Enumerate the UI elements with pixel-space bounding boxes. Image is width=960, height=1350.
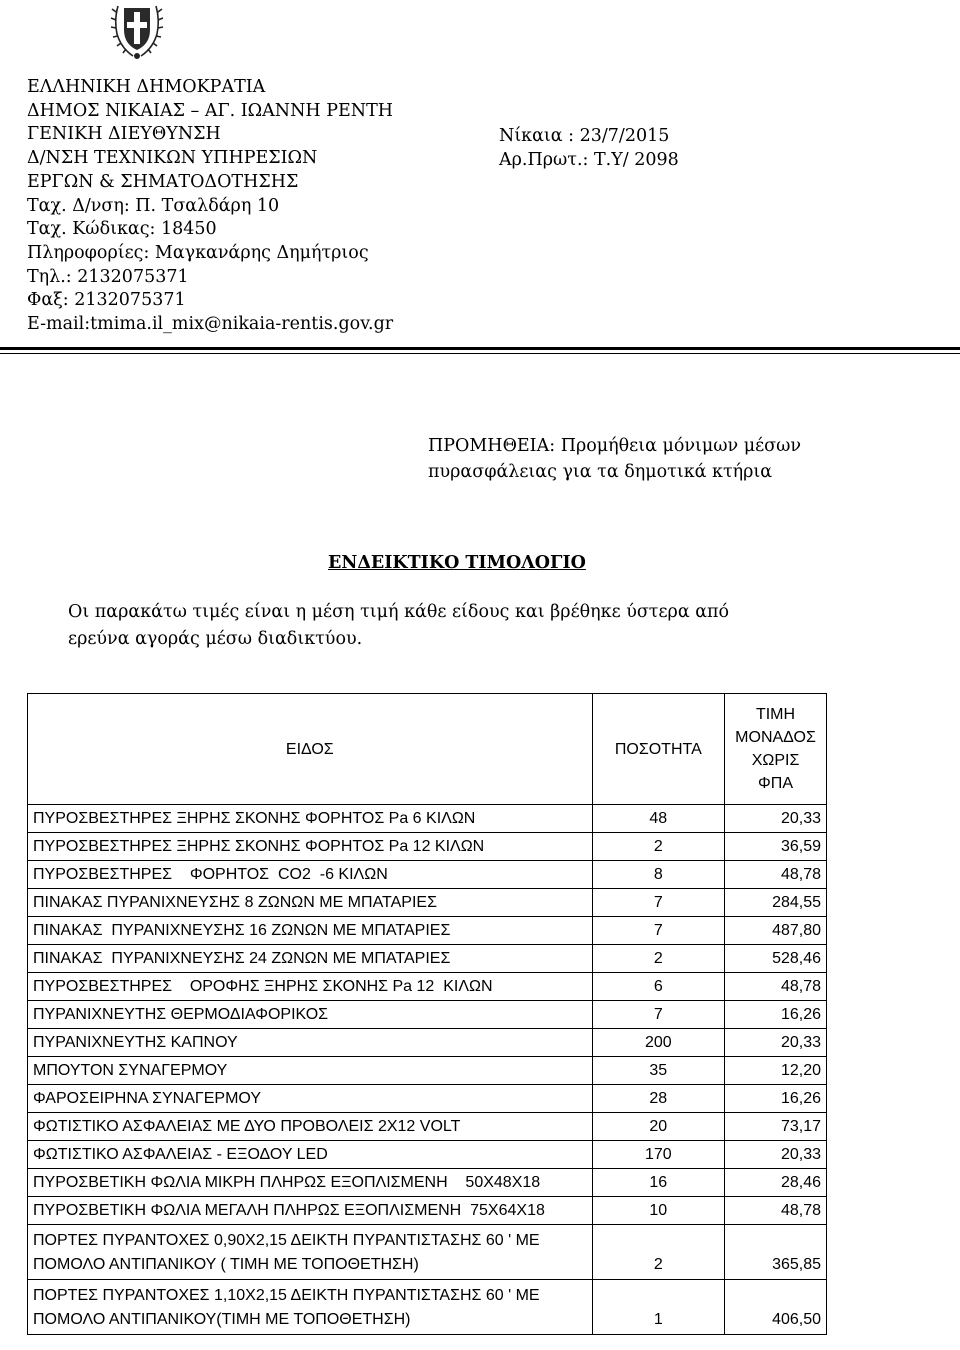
item-description: ΠΥΡΟΣΒΕΤΙΚΗ ΦΩΛΙΑ ΜΕΓΑΛΗ ΠΛΗΡΩΣ ΕΞΟΠΛΙΣΜΕΝΗ 75Χ64Χ18 xyxy=(28,1197,593,1225)
item-description: ΠΥΡΟΣΒΕΤΙΚΗ ΦΩΛΙΑ ΜΙΚΡΗ ΠΛΗΡΩΣ ΕΞΟΠΛΙΣΜΕΝΗ 50Χ48Χ18 xyxy=(28,1169,593,1197)
issuer-email: E-mail:tmima.il_mix@nikaia-rentis.gov.gr xyxy=(27,314,394,335)
document-meta xyxy=(499,124,679,172)
item-unit-price: 20,33 xyxy=(725,1141,827,1169)
item-quantity: 16 xyxy=(592,1169,724,1197)
item-description: ΠΥΡΟΣΒΕΣΤΗΡΕΣ ΦΟΡΗΤΟΣ CO2 -6 ΚΙΛΩΝ xyxy=(28,861,593,889)
item-description: ΠΙΝΑΚΑΣ ΠΥΡΑΝΙΧΝΕΥΣΗΣ 16 ΖΩΝΩΝ ΜΕ ΜΠΑΤΑΡΙΕΣ xyxy=(28,917,593,945)
item-unit-price: 48,78 xyxy=(725,1197,827,1225)
item-unit-price: 284,55 xyxy=(725,889,827,917)
header-unit-price-line: ΦΠΑ xyxy=(758,775,794,792)
header-divider xyxy=(0,347,960,350)
table-row xyxy=(28,833,827,861)
price-table-header xyxy=(28,694,827,805)
table-row xyxy=(28,805,827,833)
table-row xyxy=(28,917,827,945)
item-quantity: 48 xyxy=(592,805,724,833)
item-quantity: 6 xyxy=(592,973,724,1001)
subject-line-2: πυρασφάλειας για τα δημοτικά κτήρια xyxy=(428,462,773,482)
item-unit-price: 48,78 xyxy=(725,973,827,1001)
item-unit-price: 528,46 xyxy=(725,945,827,973)
item-description: ΠΥΡΟΣΒΕΣΤΗΡΕΣ ΞΗΡΗΣ ΣΚΟΝΗΣ ΦΟΡΗΤΟΣ Pa 6 ΚΙΛΩΝ xyxy=(28,805,593,833)
item-description: ΠΥΡΟΣΒΕΣΤΗΡΕΣ ΟΡΟΦΗΣ ΞΗΡΗΣ ΣΚΟΝΗΣ Pa 12 ΚΙΛΩΝ xyxy=(28,973,593,1001)
table-row xyxy=(28,861,827,889)
hellenic-coat-of-arms-icon xyxy=(108,0,166,62)
item-unit-price: 48,78 xyxy=(725,861,827,889)
item-unit-price: 16,26 xyxy=(725,1085,827,1113)
item-description xyxy=(28,1225,593,1280)
item-quantity: 7 xyxy=(592,917,724,945)
item-unit-price: 16,26 xyxy=(725,1001,827,1029)
item-unit-price: 12,20 xyxy=(725,1057,827,1085)
header-unit-price-line: ΤΙΜΗ xyxy=(755,706,796,723)
issuer-department-cont: ΕΡΓΩΝ & ΣΗΜΑΤΟΔΟΤΗΣΗΣ xyxy=(27,171,299,192)
table-row xyxy=(28,1225,827,1280)
intro-line-2: ερεύνα αγοράς μέσω διαδικτύου. xyxy=(68,629,363,649)
item-quantity: 2 xyxy=(592,1225,724,1280)
table-row xyxy=(28,1029,827,1057)
item-unit-price: 487,80 xyxy=(725,917,827,945)
item-description: ΠΙΝΑΚΑΣ ΠΥΡΑΝΙΧΝΕΥΣΗΣ 8 ΖΩΝΩΝ ΜΕ ΜΠΑΤΑΡΙΕΣ xyxy=(28,889,593,917)
issuer-directorate: ΓΕΝΙΚΗ ΔΙΕΥΘΥΝΣΗ xyxy=(27,124,221,145)
issuer-municipality: ΔΗΜΟΣ ΝΙΚΑΙΑΣ – ΑΓ. ΙΩΑΝΝΗ ΡΕΝΤΗ xyxy=(27,100,394,121)
item-quantity: 2 xyxy=(592,833,724,861)
item-unit-price: 36,59 xyxy=(725,833,827,861)
issuer-department: Δ/ΝΣΗ ΤΕΧΝΙΚΩΝ ΥΠΗΡΕΣΙΩΝ xyxy=(27,148,318,169)
header-divider-thin xyxy=(0,353,960,354)
procurement-subject xyxy=(428,433,801,485)
table-row xyxy=(28,1113,827,1141)
table-row xyxy=(28,973,827,1001)
table-row xyxy=(28,1197,827,1225)
item-description: ΦΩΤΙΣΤΙΚΟ ΑΣΦΑΛΕΙΑΣ - ΕΞΟΔΟΥ LED xyxy=(28,1141,593,1169)
item-quantity: 10 xyxy=(592,1197,724,1225)
issuer-phone: Τηλ.: 2132075371 xyxy=(27,266,189,287)
item-quantity: 7 xyxy=(592,1001,724,1029)
subject-line-1: ΠΡΟΜΗΘΕΙΑ: Προμήθεια μόνιμων μέσων xyxy=(428,436,802,456)
item-quantity: 200 xyxy=(592,1029,724,1057)
item-quantity: 35 xyxy=(592,1057,724,1085)
header-unit-price xyxy=(725,694,827,805)
issuer-address: Ταχ. Δ/νση: Π. Τσαλδάρη 10 xyxy=(27,195,280,216)
table-row xyxy=(28,1057,827,1085)
item-unit-price: 20,33 xyxy=(725,1029,827,1057)
issuer-postcode: Ταχ. Κώδικας: 18450 xyxy=(27,219,217,240)
item-description: ΠΥΡΑΝΙΧΝΕΥΤΗΣ ΚΑΠΝΟΥ xyxy=(28,1029,593,1057)
item-quantity: 170 xyxy=(592,1141,724,1169)
issuer-contact-person: Πληροφορίες: Μαγκανάρης Δημήτριος xyxy=(27,242,369,263)
item-quantity: 8 xyxy=(592,861,724,889)
protocol-number: Αρ.Πρωτ.: Τ.Υ/ 2098 xyxy=(499,150,679,170)
document-date: Νίκαια : 23/7/2015 xyxy=(499,126,670,146)
item-unit-price: 406,50 xyxy=(725,1280,827,1335)
table-row xyxy=(28,1001,827,1029)
item-description: ΠΥΡΟΣΒΕΣΤΗΡΕΣ ΞΗΡΗΣ ΣΚΟΝΗΣ ΦΟΡΗΤΟΣ Pa 12 ΚΙΛΩΝ xyxy=(28,833,593,861)
item-description: ΦΩΤΙΣΤΙΚΟ ΑΣΦΑΛΕΙΑΣ ΜΕ ΔΥΟ ΠΡΟΒΟΛΕΙΣ 2Χ12 VOLT xyxy=(28,1113,593,1141)
issuer-country: ΕΛΛΗΝΙΚΗ ΔΗΜΟΚΡΑΤΙΑ xyxy=(27,77,266,97)
header-item: ΕΙΔΟΣ xyxy=(28,694,593,805)
item-description-line: ΠΟΜΟΛΟ ΑΝΤΙΠΑΝΙΚΟΥ ( ΤΙΜΗ ΜΕ ΤΟΠΟΘΕΤΗΣΗ) xyxy=(33,1256,419,1273)
item-quantity: 1 xyxy=(592,1280,724,1335)
item-description: ΠΥΡΑΝΙΧΝΕΥΤΗΣ ΘΕΡΜΟΔΙΑΦΟΡΙΚΟΣ xyxy=(28,1001,593,1029)
item-unit-price: 365,85 xyxy=(725,1225,827,1280)
issuer-fax: Φαξ: 2132075371 xyxy=(27,290,186,311)
header-quantity: ΠΟΣΟΤΗΤΑ xyxy=(592,694,724,805)
header-unit-price-line: ΧΩΡΙΣ xyxy=(751,752,800,769)
document-title: ΕΝΔΕΙΚΤΙΚΟ ΤΙΜΟΛΟΓΙΟ xyxy=(328,553,586,573)
item-unit-price: 20,33 xyxy=(725,805,827,833)
item-description-line: ΠΟΡΤΕΣ ΠΥΡΑΝΤΟΧΕΣ 1,10Χ2,15 ΔΕΙΚΤΗ ΠΥΡΑΝΤΙΣΤΑΣΗΣ 60 ' ΜΕ xyxy=(33,1287,540,1304)
intro-paragraph xyxy=(68,599,729,653)
header-unit-price-line: ΜΟΝΑΔΟΣ xyxy=(735,729,816,746)
item-description xyxy=(28,1280,593,1335)
issuer-block xyxy=(27,76,393,337)
table-row xyxy=(28,1085,827,1113)
table-row xyxy=(28,1169,827,1197)
item-description: ΦΑΡΟΣΕΙΡΗΝΑ ΣΥΝΑΓΕΡΜΟΥ xyxy=(28,1085,593,1113)
item-description: ΜΠΟΥΤΟΝ ΣΥΝΑΓΕΡΜΟΥ xyxy=(28,1057,593,1085)
table-row xyxy=(28,1280,827,1335)
item-quantity: 28 xyxy=(592,1085,724,1113)
item-quantity: 7 xyxy=(592,889,724,917)
item-quantity: 20 xyxy=(592,1113,724,1141)
item-description-line: ΠΟΜΟΛΟ ΑΝΤΙΠΑΝΙΚΟΥ(ΤΙΜΗ ΜΕ ΤΟΠΟΘΕΤΗΣΗ) xyxy=(33,1311,411,1328)
item-unit-price: 28,46 xyxy=(725,1169,827,1197)
table-row xyxy=(28,889,827,917)
price-table xyxy=(27,693,827,1335)
table-row xyxy=(28,1141,827,1169)
item-quantity: 2 xyxy=(592,945,724,973)
item-description-line: ΠΟΡΤΕΣ ΠΥΡΑΝΤΟΧΕΣ 0,90Χ2,15 ΔΕΙΚΤΗ ΠΥΡΑΝΤΙΣΤΑΣΗΣ 60 ' ΜΕ xyxy=(33,1232,540,1249)
item-unit-price: 73,17 xyxy=(725,1113,827,1141)
item-description: ΠΙΝΑΚΑΣ ΠΥΡΑΝΙΧΝΕΥΣΗΣ 24 ΖΩΝΩΝ ΜΕ ΜΠΑΤΑΡΙΕΣ xyxy=(28,945,593,973)
table-row xyxy=(28,945,827,973)
intro-line-1: Οι παρακάτω τιμές είναι η μέση τιμή κάθε είδους και βρέθηκε ύστερα από xyxy=(68,602,730,622)
